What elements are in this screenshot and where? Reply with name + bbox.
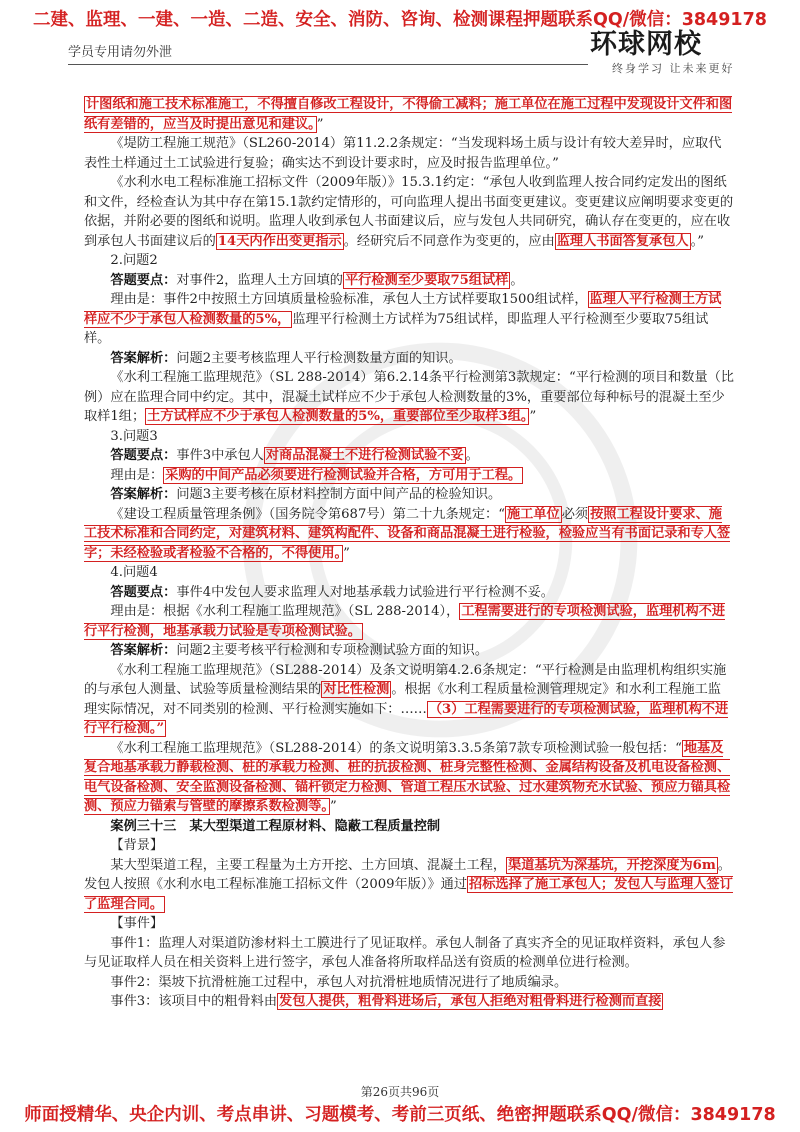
case-title: 案例三十三 某大型渠道工程原材料、隐蔽工程质量控制	[110, 818, 441, 834]
school-logo	[590, 30, 740, 82]
paragraph: 答案解析：问题2主要考核平行检测和专项检测试验方面的知识。	[110, 643, 489, 658]
paragraph: 《水利工程施工监理规范》（SL288-2014）及条文说明第4.2.6条规定：“平行检测是由监理机构组织实施的与承包人测量、试验等质量检测结果的 对比性检测 。根据《水利工程质量检测管理规定》和水利工程施工监理实际情况，对不同类别的检测、平行检测实施如下：…… （3）工程需要进行的专项检测试验，监理机构不进行平行检测。”	[84, 662, 729, 736]
paragraph: 《水利工程施工监理规范》（SL288-2014）的条文说明第3.3.5条第7款专项检测试验一般包括：“ 地基及复合地基承载力静载检测、桩的承载力检测、桩的抗拔检测、桩身完整性检测、金属结构设备及机电设备检测、电气设备检测、安全监测设备检测、锚杆锁定力检测、管道工程压水试验、过水建筑物充水试验、预应力锚具检测、预应力锚索与管壁的摩擦系数检测等。 ”	[84, 740, 731, 814]
question-heading: 3.问题3	[110, 428, 158, 444]
question-heading: 4.问题4	[110, 565, 158, 580]
paragraph: 事件1：监理人对渠道防渗材料土工膜进行了见证取样。承包人制备了真实齐全的见证取样资料，承包人参与见证取样人员在相关资料上进行签字，承包人准备将所取样品送有资质的检测单位进行检测。	[84, 935, 726, 970]
confidential-note: 学员专用请勿外泄	[68, 45, 173, 60]
top-banner: 二建、监理、一建、一造、二造、安全、消防、咨询、检测课程押题联系QQ/微信：3849178	[33, 10, 767, 30]
paragraph: 答案解析：问题2主要考核监理人平行检测数量方面的知识。	[110, 350, 462, 366]
paragraph: 理由是：事件2中按照土方回填质量检验标准，承包人土方试样要取1500组试样， 监理人平行检测土方试样应不少于承包人检测数量的5%， 监理平行检测土方试样为75组试样，即监理人平行检测至少要取75组试样。	[84, 292, 722, 346]
paragraph: 理由是：根据《水利工程施工监理规范》（SL 288-2014）， 工程需要进行的专项检测试验，监理机构不进行平行检测，地基承载力试验是专项检测试验。	[84, 604, 726, 639]
section-label: 【背景】	[110, 838, 164, 853]
paragraph: 《水利水电工程标准施工招标文件（2009年版）》15.3.1约定：“承包人收到监理人按合同约定发出的图纸和文件，经检查认为其中存在第15.1款约定情形的，可向监理人提出书面变更建议。变更建议应阐明要求变更的依据，并附必要的图纸和说明。监理人收到承包人书面建议后，应与发包人共同研究，确认存在变更的，应在收到承包人书面建议后的 14天内作出变更指示 。经研究后不同意作为变更的，应由 监理人书面答复承包人 。”	[84, 175, 734, 249]
page-number: 第26页共96页	[360, 1085, 440, 1099]
paragraph: 答案解析：问题3主要考核在原材料控制方面中间产品的检验知识。	[110, 487, 502, 502]
document-body	[84, 95, 734, 1012]
paragraph: 理由是： 采购的中间产品必须要进行检测试验并合格，方可用于工程。	[110, 467, 522, 483]
paragraph: 事件3：该项目中的粗骨料由 发包人提供，粗骨料进场后，承包人拒绝对粗骨料进行检测而直接	[110, 994, 662, 1009]
paragraph: 《水利工程施工监理规范》（SL 288-2014）第6.2.14条平行检测第3款规定：“平行检测的项目和数量（比例）应在监理合同中约定。其中，混凝土试样应不少于承包人检测数量的3%，重要部位每种标号的混凝土至少取样1组； 土方试样应不少于承包人检测数量的5%，重要部位至少取样3组。 ”	[84, 370, 734, 424]
paragraph: 答题要点：对事件2，监理人土方回填的 平行检测至少要取75组试样 。	[110, 272, 524, 288]
paragraph: 答题要点：事件3中承包人 对商品混凝土不进行检测试验不妥 。	[110, 448, 479, 463]
section-label: 【事件】	[110, 916, 164, 931]
paragraph: 事件2：渠坡下抗滑桩施工过程中，承包人对抗滑桩地质情况进行了地质编录。	[110, 974, 568, 990]
paragraph: 计图纸和施工技术标准施工，不得擅自修改工程设计，不得偷工减料；施工单位在施工过程中发现设计文件和图纸有差错的，应当及时提出意见和建议。 ”	[84, 97, 733, 132]
paragraph: 答题要点：事件4中发包人要求监理人对地基承载力试验进行平行检测不妥。	[110, 584, 554, 600]
bottom-banner: 师面授精华、央企内训、考点串讲、习题模考、考前三页纸、绝密押题联系QQ/微信：3849178	[24, 1105, 776, 1125]
paragraph: 《建设工程质量管理条例》（国务院令第687号）第二十九条规定：“ 施工单位 必须 按照工程设计要求、施工技术标准和合同约定，对建筑材料、建筑构配件、设备和商品混凝土进行检验，检验应当有书面记录和专人签字；未经检验或者检验不合格的，不得使用。 ”	[84, 506, 731, 561]
logo-main-text: 环球网校	[590, 29, 702, 60]
header-divider	[68, 64, 588, 65]
paragraph: 某大型渠道工程，主要工程量为土方开挖、土方回填、混凝土工程， 渠道基坑为深基坑，开挖深度为6m 。发包人按照《水利水电工程标准施工招标文件（2009年版）》通过 招标选择了施工承包人；发包人与监理人签订了监理合同。	[84, 857, 733, 912]
question-heading: 2.问题2	[110, 253, 158, 268]
logo-slogan: 终身学习 让未来更好	[612, 62, 735, 75]
paragraph: 《堤防工程施工规范》（SL260-2014）第11.2.2条规定：“当发现料场土质与设计有较大差异时，应取代表性土样通过土工试验进行复验；确实达不到设计要求时，应及时报告监理单位。”	[84, 136, 722, 171]
